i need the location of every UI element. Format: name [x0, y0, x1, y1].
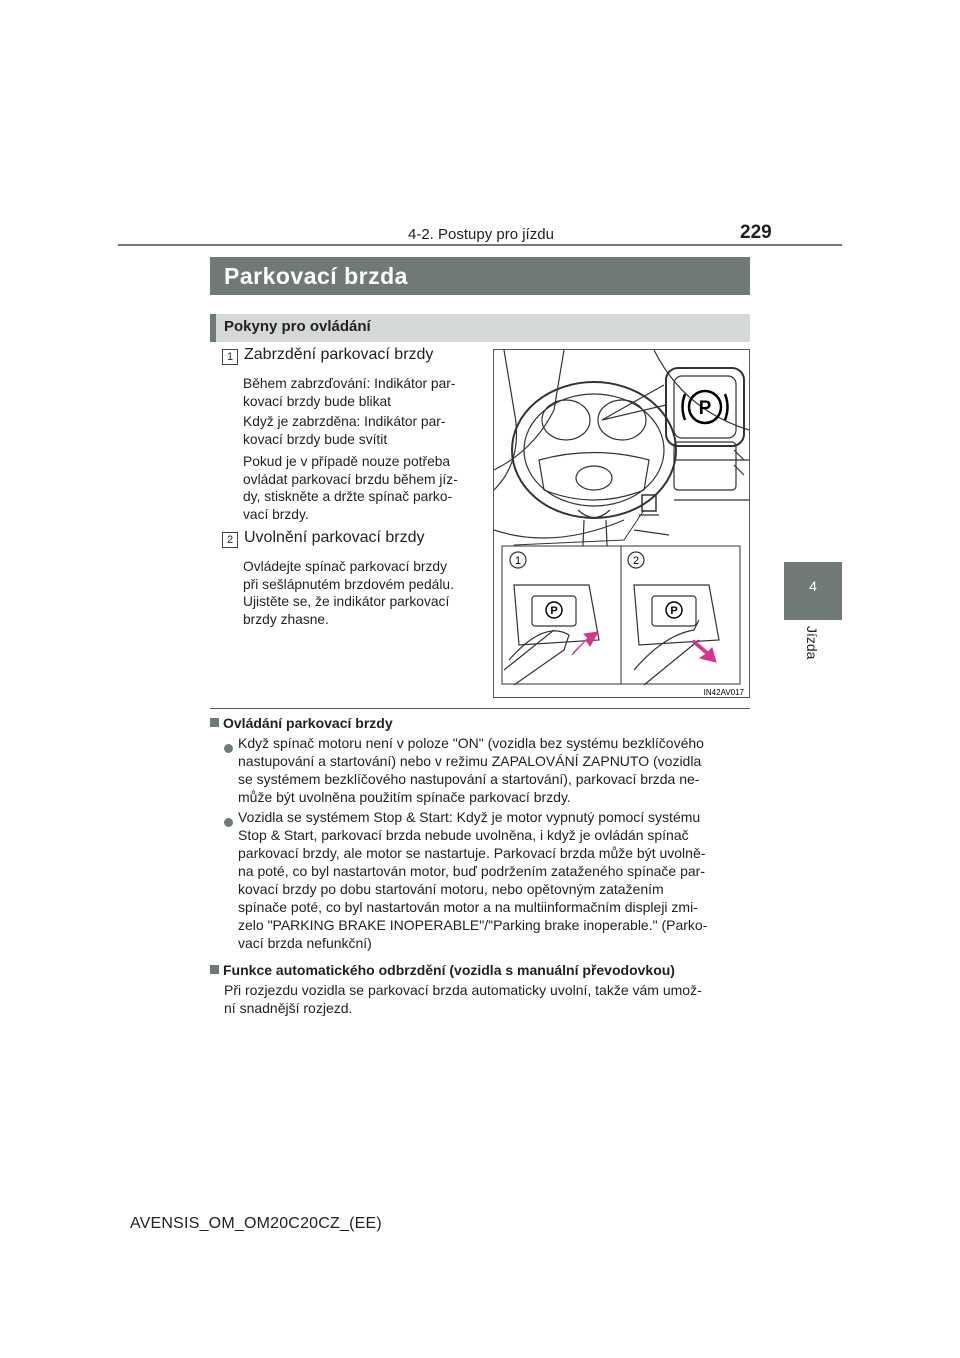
step-2-title: Uvolnění parkovací brzdy: [244, 529, 425, 546]
square-bullet-icon: [210, 965, 219, 974]
note-2-body: Při rozjezdu vozidla se parkovací brzda automaticky uvolní, takže vám umož- ní snadnější rozjezd.: [224, 982, 702, 1016]
note-1-bullet-1: Když spínač motoru není v poloze "ON" (vozidla bez systému bezklíčového nastupování a startování) nebo v režimu ZAPALOVÁNÍ ZAPNUTO (vozidla se systémem bezklíčového nastupování a startování), parkovací brzda ne- může být uvolněna použitím spínače parkovací brzdy.: [238, 735, 704, 805]
figure-code: IN42AV017: [703, 688, 744, 697]
round-bullet-icon: [224, 818, 233, 827]
chapter-number: 4: [809, 578, 817, 594]
step-1-para-3: Pokud je v případě nouze potřeba ovládat parkovací brzdu během jíz- dy, stiskněte a držte spínač parko- vací brzdy.: [243, 454, 458, 522]
callout-1: 1: [514, 555, 522, 567]
chapter-label-wrap: [796, 626, 820, 686]
header-divider: [118, 244, 842, 246]
note-1-bullet-2-dot: [224, 814, 233, 832]
step-1-para-2: Když je zabrzděna: Indikátor par- kovací brzdy bude svítit: [243, 414, 446, 447]
big-p-letter: P: [698, 398, 712, 419]
chapter-label: Jízda: [804, 626, 820, 660]
note-1-bullet-1-dot: [224, 740, 233, 758]
illustration-svg: [494, 350, 749, 697]
panel-2-p-letter: P: [670, 605, 678, 617]
subtitle: Pokyny pro ovládání: [224, 318, 371, 335]
round-bullet-icon: [224, 744, 233, 753]
callout-2: 2: [632, 555, 640, 567]
step-1-badge: 1: [222, 349, 238, 365]
step-2-badge: 2: [222, 532, 238, 548]
subtitle-accent: [210, 314, 216, 342]
note-2-heading: Funkce automatického odbrzdění (vozidla s manuální převodovkou): [210, 962, 675, 978]
page-title: Parkovací brzda: [224, 263, 408, 289]
square-bullet-icon: [210, 718, 219, 727]
step-1-para-1: Během zabrzďování: Indikátor par- kovací brzdy bude blikat: [243, 376, 456, 409]
step-2-para-1: Ovládejte spínač parkovací brzdy při sešlápnutém brzdovém pedálu. Ujistěte se, že indikátor parkovací brzdy zhasne.: [243, 559, 454, 627]
document-footer: AVENSIS_OM_OM20C20CZ_(EE): [130, 1215, 382, 1232]
panel-1-p-letter: P: [550, 605, 558, 617]
note-1-bullet-2: Vozidla se systémem Stop & Start: Když je motor vypnutý pomocí systému Stop & Start, parkovací brzda nebude uvolněna, i když je ovládán spínač parkovací brzdy, ale motor se nastartuje. Parkovací brzda může být uvolně- na poté, co byl nastartován motor, buď podržením zataženého spínače par- kovací brzdy po dobu startování motoru, nebo opětovným zatažením spínače poté, co byl nastartován motor a na multiinformačním displeji zmi- zelo "PARKING BRAKE INOPERABLE"/"Parking brake inoperable." (Parko- vací brzda nefunkční): [238, 809, 708, 951]
page-number: 229: [740, 222, 772, 243]
figure-divider: [210, 708, 750, 709]
parking-brake-illustration: [493, 349, 750, 698]
note-1-heading: Ovládání parkovací brzdy: [210, 715, 393, 731]
step-1-title: Zabrzdění parkovací brzdy: [244, 346, 434, 363]
running-header-section: 4-2. Postupy pro jízdu: [408, 226, 554, 243]
